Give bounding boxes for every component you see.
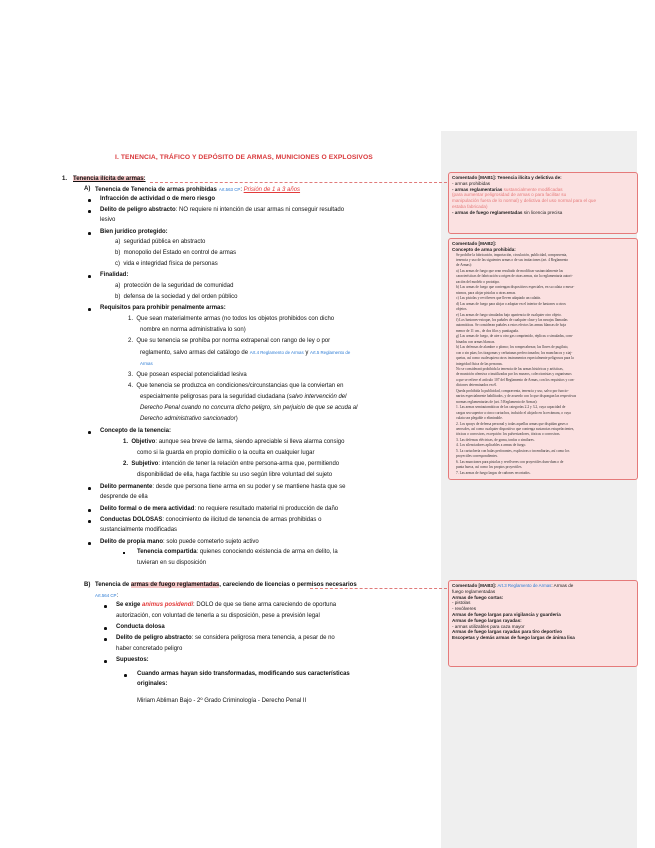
page-title: I. TENENCIA, TRÁFICO Y DEPÓSITO DE ARMAS, MUNICIONES O EXPLOSIVOS <box>115 154 373 161</box>
list-item: 2. Que su tenencia se prohíba por norma extrapenal con rango de ley o por <box>128 338 331 344</box>
list-item: a) protección de la seguridad de comunidad <box>115 283 234 289</box>
comment-line: fuego reglamentadas <box>452 588 496 594</box>
scanned-line: aerosoles, así como cualquier dispositivo que contenga sustancias estupefacientes, <box>456 426 575 431</box>
scanned-line: integridad física de las personas. <box>456 361 503 366</box>
list-item-cont: Armas <box>140 361 153 366</box>
comment-line: Armas de fuego cortas: <box>452 594 504 600</box>
comment-connector <box>310 588 447 589</box>
scanned-line: cargas sea superior a cinco cartuchos, incluido el alojado en la recámara, o cuya <box>456 410 571 415</box>
scanned-line: 5. La cartuchería con balas perforantes, explosivas o incendiarias, así como los <box>456 448 570 453</box>
conducta-dolosa: Conducta dolosa <box>116 624 165 630</box>
scanned-line: f) Los bastones-estoque, los puñales de cualquier clase y las navajas llamadas <box>456 317 568 322</box>
permanente-text-2: desprende de ella <box>100 494 148 500</box>
comment-line: - armas prohibidas <box>452 180 491 186</box>
list-item: a) seguridad pública en abstracto <box>115 239 206 245</box>
scanned-line: de munición ofensiva o inutilizadas por los museos, coleccionistas y organismos <box>456 372 572 377</box>
comment-mab3[interactable] <box>448 580 638 667</box>
scanned-line: punta hueca, así como los propios proyectiles. <box>456 465 523 470</box>
comment-line: Armas de fuego largas rayadas: <box>452 617 522 623</box>
scanned-line: 1. Las armas semiautomáticas de las categorías 2.2 y 3.2, cuya capacidad de <box>456 405 566 410</box>
conductas-text: Conductas DOLOSAS: conocimiento de ilicitud de tenencia de armas prohibidas o <box>100 517 322 523</box>
scanned-line: e) Las armas de fuego simuladas bajo apariencia de cualquier otro objeto. <box>456 312 562 317</box>
scanned-line: características de fabricación u origen de otras armas, sin la reglamentaria autori- <box>456 274 573 279</box>
bullet <box>104 660 107 663</box>
scanned-line: 2. Los sprays de defensa personal y todas aquellas armas que dispidan gases o <box>456 421 569 426</box>
comment-head: Comentado [MAB3]: Art.3 Reglamento de Armas: Armas de <box>452 583 574 588</box>
concepto-label: Concepto de la tenencia: <box>100 428 172 434</box>
subsection-a-label: A) <box>84 186 91 192</box>
bullet <box>88 431 91 434</box>
list-item: b) defensa de la sociedad y del orden público <box>115 294 238 300</box>
scanned-line: narios especialmente habilitados, y de acuerdo con lo que dispongan las respectivas <box>456 394 577 399</box>
scanned-line: proyectiles correspondientes. <box>456 454 498 459</box>
scanned-line: automáticas. Se consideran puñales a estos efectos las armas blancas de hoja <box>456 323 566 328</box>
scanned-line: tenencia y uso de las siguientes armas o de sus imitaciones (art. 4 Reglamento <box>456 258 569 263</box>
transformadas-text-2: originales: <box>137 681 168 687</box>
bullet <box>88 210 91 213</box>
list-item: 4. Que tenencia se produzca en condiciones/circunstancias que la conviertan en <box>128 383 344 389</box>
scanned-line: c) Las pistolas y revólveres que lleven adaptado un culatín. <box>456 296 542 301</box>
list-item-cont: Derecho Penal cuando no concurra dicho peligro, sin perjuicio de que se acuda al <box>140 405 358 411</box>
comment-mab1[interactable] <box>448 172 638 234</box>
scanned-line: con o sin púas; los tiragomas y cerbatanas perfeccionados; los munchacos y xiaj- <box>456 350 573 355</box>
bullet <box>88 308 91 311</box>
compartida-text: Tenencia compartida: quienes conociendo existencia de arma en delito, la <box>137 549 338 555</box>
delito-peligro-text-2: lesivo <box>100 217 116 223</box>
infraccion-text: Infracción de actividad o de mero riesgo <box>100 196 216 202</box>
scanned-line: b) Las armas de fuego que contengan dispositivos especiales, en su culata o meca- <box>456 285 575 290</box>
comment-line: Escopetas y demás armas de fuego largas de ánima lisa <box>452 635 575 641</box>
list-item: 3. Que posean especial potencialidad lesiva <box>128 372 247 378</box>
exige-text: Se exige animus posidendi: DOLO de que se tiene arma careciendo de oportuna <box>116 602 337 608</box>
scanned-line: tóxicas o corrosivas, excepción: los pulverizadores, tóxicas o corrosivas. <box>456 432 561 437</box>
comment-subhead: Concepto de arma prohibida: <box>452 246 516 252</box>
scanned-line: 4. Los silenciadores aplicables a armas de fuego. <box>456 443 527 448</box>
comment-head: Comentado [MAB2]: <box>452 241 497 246</box>
exige-text-2: autorización, con voluntad de tenerla a su disposición, pese a previsión legal <box>116 613 320 619</box>
scanned-line: a) Las armas de fuego que sean resultado de modificar sustancialmente las <box>456 268 564 273</box>
subsection-a-heading: Tenencia de Tenencia de armas prohibidas Art.563 CP: Prisión de 1 a 3 años <box>95 187 301 193</box>
bullet <box>88 275 91 278</box>
permanente-text: Delito permanente: desde que persona tiene arma en su poder y se mantiene hasta que se <box>100 484 346 490</box>
scanned-line: Se prohíbe la fabricación, importación, circulación, publicidad, compraventa, <box>456 252 568 257</box>
section-heading: Tenencia ilícita de armas: <box>73 176 146 182</box>
comment-line: Armas de fuego largas para vigilancia y guardería <box>452 611 561 617</box>
peligro-text-2: haber concretado peligro <box>116 646 183 652</box>
list-item: 1. Que sean materialmente armas (no todos los objetos prohibidos con dicho <box>128 316 335 322</box>
scanned-line: 6. Las munciones para pistolas y revólveres con proyectiles dum-dum o de <box>456 459 564 464</box>
scanned-line: No se considerará prohibida la tenencia de las armas históricas y artísticas, <box>456 367 564 372</box>
comment-line: estaba fabricada) <box>452 203 488 209</box>
list-item: b) monopolio del Estado en control de armas <box>115 250 237 256</box>
propia-mano-text: Delito de propia mano: solo puede cometerlo sujeto activo <box>100 539 259 545</box>
scanned-line: normas reglamentarias de (art. 5 Reglamento de Armas): <box>456 399 538 404</box>
list-item-cont: nombre en norma administrativa lo son) <box>140 327 246 333</box>
scanned-line: a que se refiere el artículo 107 del Reglamento de Armas, con los requisitos y con- <box>456 377 575 382</box>
list-item: c) vida e integridad física de personas <box>115 261 218 267</box>
subsection-b-label: B) <box>84 582 91 588</box>
bullet <box>104 638 107 641</box>
scanned-line: 3. Las defensas eléctricas, de goma, tonfas o similares. <box>456 437 535 442</box>
footer: Miriam Abliman Bajo - 2º Grado Criminología - Derecho Penal II <box>137 698 307 704</box>
conductas-text-2: sustancialmente modificadas <box>100 527 178 533</box>
scanned-line: culata sea plegable o eliminable. <box>456 416 503 421</box>
subsection-b-ref: Art.564 CP: <box>95 593 119 599</box>
list-item-cont: Derecho administrativo sancionador) <box>140 416 238 422</box>
comment-line: - armas de fuego reglamentadas sin licencia precisa <box>452 209 563 215</box>
scanned-line: objetos. <box>456 307 468 312</box>
comment-line: - armas reglamentarias sustancialmente modificadas <box>452 186 563 192</box>
scanned-line: quetas, así como cualesquiera otros instrumentos especialmente peligrosos para la <box>456 356 574 361</box>
bien-juridico-label: Bien jurídico protegido: <box>100 229 168 235</box>
comment-line: - armas utilizables para caza mayor <box>452 623 525 629</box>
peligro-text: Delito de peligro abstracto: se considera peligrosa mera tenencia, a pesar de no <box>116 635 335 641</box>
sub-bullet <box>123 552 125 554</box>
scanned-line: de Armas): <box>456 263 472 268</box>
subsection-b-heading: Tenencia de armas de fuego reglamentadas, careciendo de licencias o permisos necesarios <box>95 582 357 588</box>
scanned-line: nismos, para alojar pistolas u otras armas. <box>456 290 517 295</box>
list-item-cont: disponibilidad de ella, haga factible su uso según libre voluntad del sujeto <box>137 472 333 478</box>
bullet <box>88 509 91 512</box>
list-item-cont: como si la guarda en propio domicilio o la oculta en cualquier lugar <box>137 450 315 456</box>
comment-line: Armas de fuego largas rayadas para tiro deportivo <box>452 629 563 635</box>
scanned-line: binadas con armas blancas. <box>456 339 496 344</box>
scanned-text <box>452 253 634 477</box>
comment-line: (para aumentar peligrosidad de armas o para facilitar su <box>452 192 567 198</box>
compartida-text-2: tuvieran en su disposición <box>137 560 207 566</box>
scanned-line: d) Las armas de fuego para alojar o adaptar en el interior de bastones u otros <box>456 301 566 306</box>
bullet <box>88 520 91 523</box>
scanned-line: diciones determinados en él. <box>456 383 497 388</box>
bullet <box>104 605 107 608</box>
list-item-cont: reglamento, salvo armas del catálogo de Art.4 Reglamento de Armas y Art.5 Reglamento de <box>140 350 351 356</box>
formal-text: Delito formal o de mera actividad: no requiere resultado material ni producción de daño <box>100 506 339 512</box>
comment-line: - revólveres <box>452 606 476 612</box>
bullet <box>88 487 91 490</box>
comment-line: manipulación fuera de lo normal) y delictiva del uso normal para el que <box>452 198 597 204</box>
requisitos-label: Requisitos para prohibir penalmente armas: <box>100 305 226 311</box>
comment-line: - pistolas <box>452 600 471 606</box>
bullet <box>88 542 91 545</box>
comment-connector <box>150 182 447 183</box>
finalidad-label: Finalidad: <box>100 272 129 278</box>
bullet <box>124 674 127 677</box>
section-number: 1. <box>62 176 68 182</box>
comment-head: Comentado [MAB1]: Tenencia ilícita y delictiva de: <box>452 175 562 180</box>
list-item: 2. Subjetivo: intención de tener la relación entre persona-arma que, permitiendo <box>123 461 340 467</box>
bullet <box>104 627 107 630</box>
scanned-line: Queda prohibida la publicidad, compraventa, tenencia y uso, salvo por funcio- <box>456 388 569 393</box>
scanned-line: zación del modelo o prototipo. <box>456 279 501 284</box>
scanned-line: h) Las defensas de alambre o plomo; los rompecabezas; las llaves de pugilato, <box>456 345 569 350</box>
list-item: 1. Objetivo: aunque sea breve de larma, siendo apreciable si lleva alarma consigo <box>123 439 345 445</box>
list-item-cont: especialmente peligrosas para la seguridad ciudadana (salvo intervención del <box>140 394 347 400</box>
scanned-line: menor de 11 cm., de dos filos y puntiaguda. <box>456 328 519 333</box>
bullet <box>88 199 91 202</box>
transformadas-text: Cuando armas hayan sido transformadas, modificando sus características <box>137 671 350 677</box>
scanned-line: g) Las armas de fuego, de aire u otro gas comprimido, réplicas o simuladas, com- <box>456 334 574 339</box>
supuestos-label: Supuestos: <box>116 657 149 663</box>
scanned-line: 7. Las armas de fuego largas de cañones recortados. <box>456 470 531 475</box>
delito-peligro-text: Delito de peligro abstracto: NO requiere ni intención de usar armas ni conseguir resultado <box>100 207 345 213</box>
comment-mab2[interactable] <box>448 238 638 480</box>
bullet <box>88 232 91 235</box>
